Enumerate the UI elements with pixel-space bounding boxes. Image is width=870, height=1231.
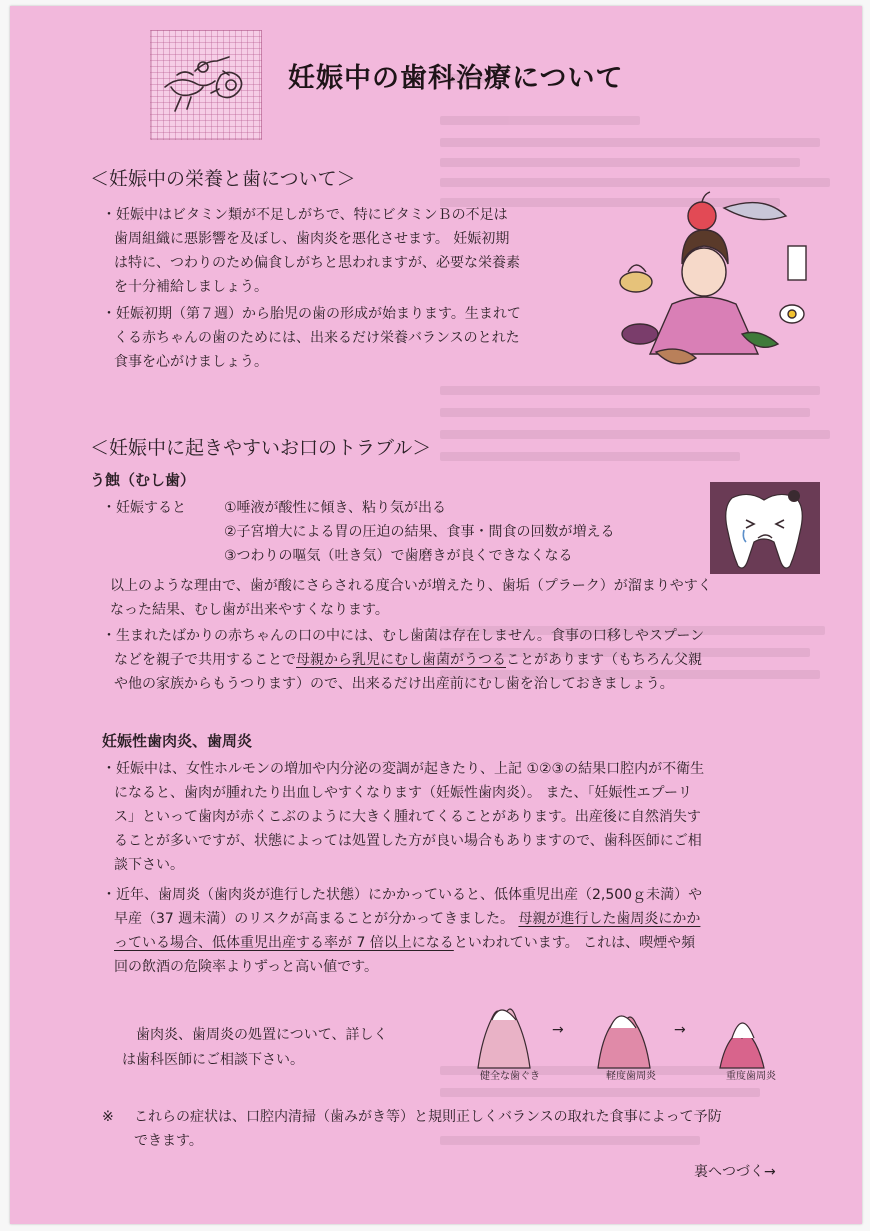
gum-paragraph-line: になると、歯肉が腫れたり出血しやすくなります（妊娠性歯肉炎）。 また、「妊娠性エプーリ (114, 785, 693, 801)
gum-paragraph-line: ることが多いですが、状態によっては処置した方が良い場合もありますので、歯科医師にご相 (114, 833, 702, 849)
emphasis-underline: 母親から乳児にむし歯菌がうつる (296, 652, 506, 668)
gum-paragraph-line: 談下さい。 (114, 857, 184, 873)
nutrition-text-line: ・妊娠初期（第７週）から胎児の歯の形成が始まります。生まれて (102, 306, 521, 322)
note-text-line: これらの症状は、口腔内清掃（歯みがき等）と規則正しくバランスの取れた食事によって予防 (134, 1109, 722, 1125)
caries-paragraph-line: なった結果、むし歯が出来やすくなります。 (110, 602, 389, 618)
gum-paragraph-line (114, 907, 700, 931)
stork-illustration (150, 30, 262, 140)
continue-overleaf: 裏へつづく→ (694, 1164, 776, 1180)
stage-label-healthy: 健全な歯ぐき (480, 1071, 540, 1082)
caries-paragraph-line: ・生まれたばかりの赤ちゃんの口の中には、むし歯菌は存在しません。食事の口移しやスプーン (102, 628, 705, 644)
caries-lead: ・妊娠すると (102, 500, 186, 516)
page-title: 妊娠中の歯科治療について (288, 63, 624, 94)
gum-paragraph-line: ・近年、歯周炎（歯肉炎が進行した状態）にかかっていると、低体重児出産（2,500ｇ未満）や (102, 887, 703, 903)
note-mark: ※ (102, 1109, 114, 1125)
nutrition-text-line: は特に、つわりのため偏食しがちと思われますが、必要な栄養素 (114, 255, 520, 271)
consult-text: は歯科医師にご相談下さい。 (122, 1052, 304, 1068)
text-span: ことがあります（もちろん父親 (506, 652, 702, 668)
pregnant-woman-with-food-illustration (592, 184, 814, 388)
emphasis-underline: っている場合、低体重児出産する率が 7 倍以上になる (114, 935, 454, 951)
consult-text: 歯肉炎、歯周炎の処置について、詳しく (136, 1027, 388, 1043)
gum-paragraph-line: ス」といって歯肉が赤くこぶのように大きく腫れてくることがあります。出産後に自然消失す (114, 809, 701, 825)
caries-cause-2: ②子宮増大による胃の圧迫の結果、食事・間食の回数が増える (224, 524, 615, 540)
stage-label-severe: 重度歯周炎 (726, 1071, 776, 1082)
caries-cause-3: ③つわりの嘔気（吐き気）で歯磨きが良くできなくなる (224, 548, 573, 564)
nutrition-text-line: 食事を心がけましょう。 (114, 354, 268, 370)
caries-cause-1: ①唾液が酸性に傾き、粘り気が出る (224, 500, 446, 516)
nutrition-text-line: を十分補給しましょう。 (114, 279, 268, 295)
text-span: 早産（37 週未満）のリスクが高まることが分かってきました。 (114, 911, 519, 927)
note-text-line: できます。 (134, 1133, 203, 1149)
gum-paragraph-line: 回の飲酒の危険率よりずっと高い値です。 (114, 959, 379, 975)
nutrition-text-line: くる赤ちゃんの歯のためには、出来るだけ栄養バランスのとれた (114, 330, 520, 346)
caries-paragraph-line: や他の家族からもうつります）ので、出来るだけ出産前にむし歯を治しておきましょう。 (114, 676, 674, 692)
stage-arrow: → (674, 1022, 686, 1038)
leaflet-page (10, 6, 862, 1224)
gum-paragraph-line (114, 931, 695, 955)
subheading-gum-disease: 妊娠性歯肉炎、歯周炎 (102, 732, 253, 750)
section-heading-nutrition: ＜妊娠中の栄養と歯について＞ (90, 168, 356, 190)
caries-paragraph-line: 以上のような理由で、歯が酸にさらされる度合いが増えたり、歯垢（プラーク）が溜まりやすく (110, 578, 712, 594)
stage-arrow: → (552, 1022, 564, 1038)
text-span: といわれています。 これは、喫煙や頻 (453, 935, 696, 951)
stage-label-mild: 軽度歯周炎 (606, 1071, 656, 1082)
nutrition-text-line: ・妊娠中はビタミン類が不足しがちで、特にビタミンＢの不足は (102, 207, 508, 223)
section-heading-oral-troubles: ＜妊娠中に起きやすいお口のトラブル＞ (90, 437, 432, 459)
text-span: などを親子で共用することで (114, 652, 296, 668)
gum-disease-stages-illustration (470, 998, 810, 1090)
nutrition-text-line: 歯周組織に悪影響を及ぼし、歯肉炎を悪化させます。 妊娠初期 (114, 231, 510, 247)
subheading-caries: う蝕（むし歯） (90, 471, 196, 489)
emphasis-underline: 母親が進行した歯周炎にかか (518, 911, 701, 927)
caries-paragraph-line (114, 648, 702, 672)
gum-paragraph-line: ・妊娠中は、女性ホルモンの増加や内分泌の変調が起きたり、上記 ①②③の結果口腔内が不衛生 (102, 761, 705, 777)
crying-tooth-illustration (710, 482, 820, 578)
